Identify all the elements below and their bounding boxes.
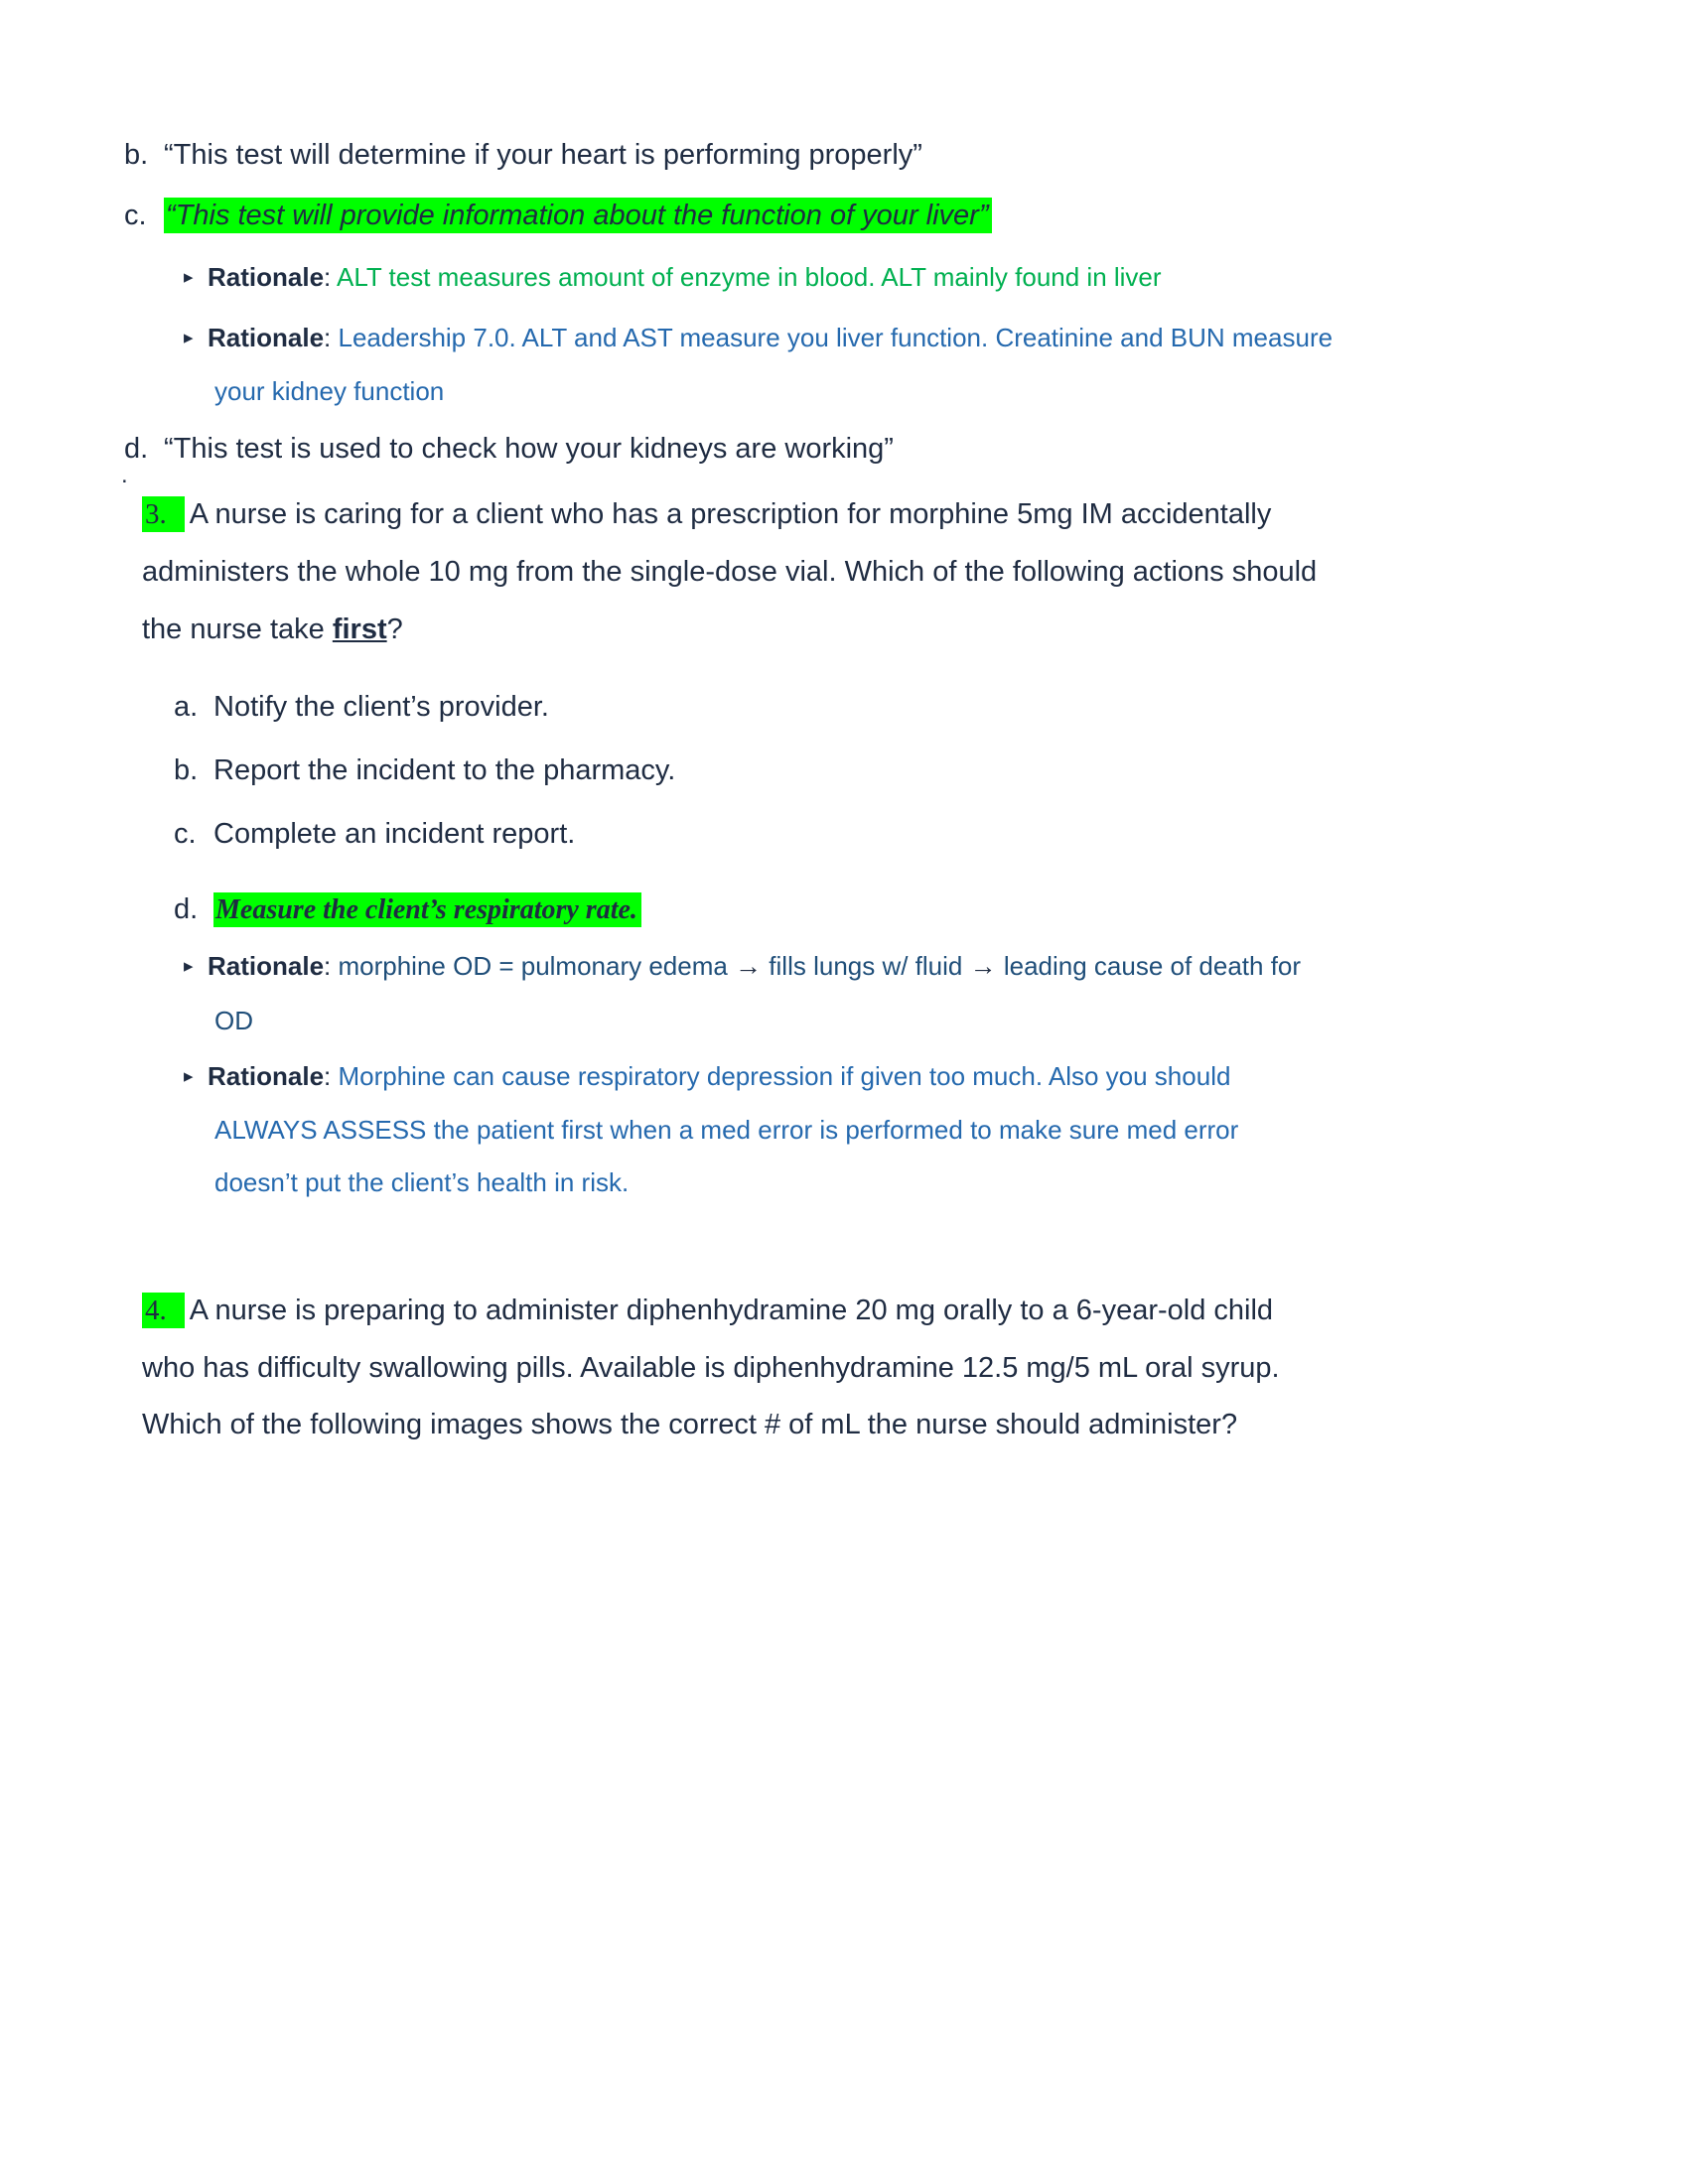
rationale-text: Morphine can cause respiratory depression if given too much. Also you should	[338, 1061, 1231, 1091]
question-4-text-continued: Which of the following images shows the correct # of mL the nurse should administer?	[142, 1409, 1238, 1440]
question-3-number-highlighted: 3.	[142, 496, 185, 532]
answer-option-d-kidneys	[124, 431, 894, 467]
question-3-line1	[142, 496, 1271, 532]
q3-rationale-1-line2	[214, 1005, 253, 1037]
rationale-text-continued: doesn’t put the client’s health in risk.	[214, 1167, 630, 1197]
triangle-bullet-icon: ▸	[184, 328, 194, 348]
option-letter: d.	[174, 893, 199, 925]
highlighted-answer-text: “This test will provide information about the function of your liver”	[164, 198, 992, 233]
option-text: Report the incident to the pharmacy.	[213, 754, 676, 786]
question-4-number-highlighted: 4.	[142, 1293, 185, 1328]
rationale-text: ALT test measures amount of enzyme in blood. ALT mainly found in liver	[337, 262, 1162, 292]
option-letter: d.	[124, 433, 149, 465]
rationale-colon: :	[324, 262, 338, 292]
option-text: “This test is used to check how your kidneys are working”	[164, 433, 894, 465]
answer-option-b-heart	[124, 137, 922, 173]
rationale-label: Rationale	[208, 262, 325, 292]
right-arrow-icon: →	[735, 951, 763, 981]
rationale-leadership-line1	[184, 322, 1333, 354]
option-text: “This test will determine if your heart is performing properly”	[164, 139, 922, 171]
option-text: Notify the client’s provider.	[213, 691, 549, 723]
rationale-text: leading cause of death for	[996, 951, 1302, 981]
rationale-colon: :	[324, 951, 339, 981]
highlighted-answer-text: Measure the client’s respiratory rate.	[213, 892, 641, 927]
triangle-bullet-icon: ▸	[184, 956, 194, 977]
emphasized-word-first: first	[332, 614, 387, 645]
q3-option-a	[174, 689, 549, 725]
q3-option-b	[174, 752, 675, 788]
rationale-text: Leadership 7.0. ALT and AST measure you liver function. Creatinine and BUN measure	[338, 323, 1334, 352]
triangle-bullet-icon: ▸	[184, 267, 194, 288]
question-3-line2	[142, 554, 1317, 590]
option-letter: c.	[174, 818, 197, 850]
triangle-bullet-icon: ▸	[184, 1066, 194, 1087]
option-letter: a.	[174, 691, 199, 723]
right-arrow-icon: →	[969, 951, 997, 981]
rationale-colon: :	[324, 323, 339, 352]
q3-option-c	[174, 816, 575, 852]
rationale-text: fills lungs w/ fluid	[762, 951, 970, 981]
question-3-text-continued: administers the whole 10 mg from the single-dose vial. Which of the following actions should	[142, 556, 1318, 588]
q3-rationale-2-line1	[184, 1060, 1230, 1093]
question-3-line3	[142, 612, 403, 647]
rationale-text-continued: ALWAYS ASSESS the patient first when a med error is performed to make sure med error	[214, 1115, 1239, 1145]
rationale-label: Rationale	[208, 951, 325, 981]
rationale-text: morphine OD = pulmonary edema	[338, 951, 736, 981]
question-4-line2	[142, 1350, 1280, 1386]
rationale-label: Rationale	[208, 323, 325, 352]
rationale-colon: :	[324, 1061, 339, 1091]
question-4-line1	[142, 1293, 1273, 1328]
answer-option-c-liver	[124, 198, 992, 233]
rationale-label: Rationale	[208, 1061, 325, 1091]
rationale-leadership-line2	[214, 375, 444, 408]
stray-period: .	[121, 462, 128, 488]
q3-rationale-2-line2	[214, 1114, 1238, 1147]
option-text: Complete an incident report.	[213, 818, 576, 850]
option-letter: b.	[174, 754, 199, 786]
question-3-text: A nurse is caring for a client who has a prescription for morphine 5mg IM accidentally	[189, 498, 1272, 530]
q3-option-d-answer	[174, 891, 641, 927]
option-letter: b.	[124, 139, 149, 171]
q3-rationale-2-line3	[214, 1166, 629, 1199]
q3-rationale-1-line1	[184, 950, 1301, 984]
option-letter: c.	[124, 200, 147, 231]
question-4-text: A nurse is preparing to administer diphenhydramine 20 mg orally to a 6-year-old child	[189, 1295, 1274, 1326]
rationale-text-continued: OD	[214, 1006, 253, 1035]
question-mark: ?	[386, 614, 403, 645]
question-3-text-continued: the nurse take	[142, 614, 333, 645]
question-4-line3	[142, 1407, 1237, 1442]
rationale-text-continued: your kidney function	[214, 376, 445, 406]
rationale-alt-enzyme	[184, 261, 1162, 294]
question-4-text-continued: who has difficulty swallowing pills. Available is diphenhydramine 12.5 mg/5 mL oral syrup.	[142, 1352, 1280, 1384]
